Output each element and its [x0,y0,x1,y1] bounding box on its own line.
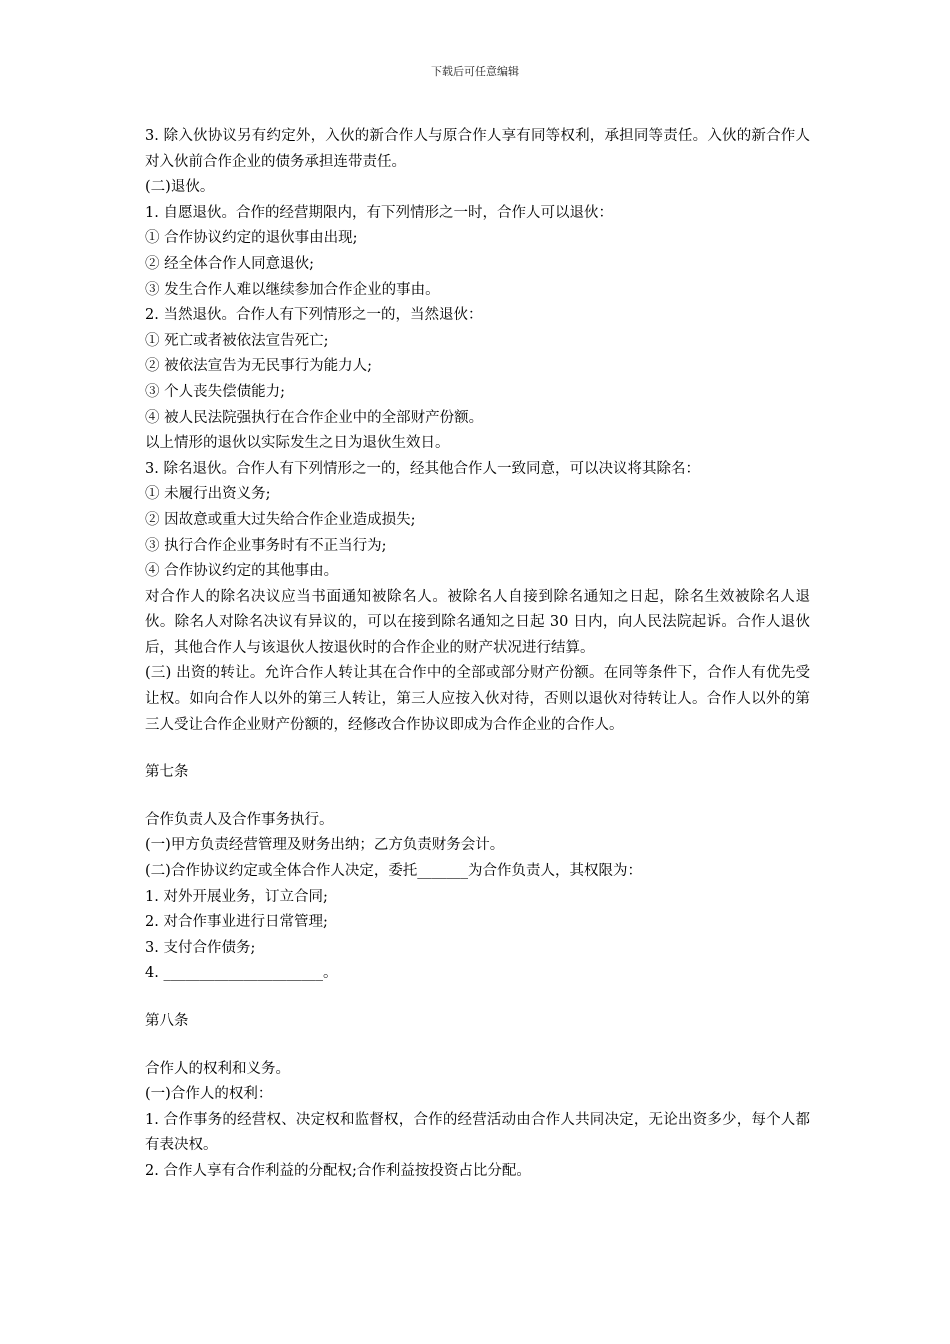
section-item: (二)退伙。 [145,179,215,196]
section-item: (三) 出资的转让。允许合作人转让其在合作中的全部或部分财产份额。在同等条件下，合作人有优先受让权。如向合作人以外的第三人转让，第三人应按入伙对待，否则以退伙对待转让人。合作人以外的第三人受让合作企业财产份额的，经修改合作协议即成为合作企业的合作人。 [145,665,810,733]
numbered-item: 4. ______________________。 [145,965,338,982]
list-item: ② 被依法宣告为无民事行为能力人; [145,358,372,375]
paragraph-spacer [145,987,810,1009]
numbered-item: 1. 自愿退伙。合作的经营期限内，有下列情形之一时，合作人可以退伙： [145,204,613,221]
section-item: (一)合作人的权利： [145,1086,273,1103]
section-item: (一)甲方负责经营管理及财务出纳；乙方负责财务会计。 [145,837,505,854]
paragraph-spacer [145,738,810,760]
list-item: ① 合作协议约定的退伙事由出现; [145,230,358,247]
article-heading: 第八条 [145,1013,189,1029]
article-heading: 第七条 [145,764,189,781]
numbered-item: 3. 除名退伙。合作人有下列情形之一的，经其他合作人一致同意，可以决议将其除名： [145,460,700,477]
paragraph: 合作人的权利和义务。 [145,1060,290,1077]
page-header: 下载后可任意编辑 [431,65,519,78]
numbered-item: 3. 支付合作债务; [145,939,256,956]
list-item: ④ 合作协议约定的其他事由。 [145,563,339,580]
list-item: ③ 执行合作企业事务时有不正当行为; [145,537,387,554]
list-item: ① 死亡或者被依法宣告死亡; [145,332,329,349]
numbered-item: 3. 除入伙协议另有约定外，入伙的新合作人与原合作人享有同等权利，承担同等责任。入伙的新合作人对入伙前合作企业的债务承担连带责任。 [145,128,810,170]
list-item: ③ 个人丧失偿债能力; [145,383,285,400]
list-item: ③ 发生合作人难以继续参加合作企业的事由。 [145,281,440,298]
paragraph: 以上情形的退伙以实际发生之日为退伙生效日。 [145,435,450,452]
list-item: ① 未履行出资义务; [145,486,271,503]
document-body [145,124,810,1185]
paragraph-spacer [145,786,810,808]
paragraph: 对合作人的除名决议应当书面通知被除名人。被除名人自接到除名通知之日起，除名生效被除名人退伙。除名人对除名决议有异议的，可以在接到除名通知之日起 30 日内，向人民法院起诉。合作人退伙后，其他合作人与该退伙人按退伙时的合作企业的财产状况进行结算。 [145,588,810,656]
numbered-item: 1. 合作事务的经营权、决定权和监督权，合作的经营活动由合作人共同决定，无论出资多少，每个人都有表决权。 [145,1111,810,1154]
list-item: ② 因故意或重大过失给合作企业造成损失; [145,511,416,528]
numbered-item: 2. 当然退伙。合作人有下列情形之一的，当然退伙： [145,307,483,324]
paragraph-spacer [145,1035,810,1057]
list-item: ② 经全体合作人同意退伙; [145,255,314,272]
paragraph: 合作负责人及合作事务执行。 [145,811,334,828]
section-item: (二)合作协议约定或全体合作人决定，委托_______为合作负责人，其权限为： [145,863,643,880]
numbered-item: 1. 对外开展业务，订立合同; [145,888,328,905]
numbered-item: 2. 对合作事业进行日常管理; [145,914,328,931]
numbered-item: 2. 合作人享有合作利益的分配权;合作利益按投资占比分配。 [145,1162,531,1179]
list-item: ④ 被人民法院强执行在合作企业中的全部财产份额。 [145,409,484,426]
